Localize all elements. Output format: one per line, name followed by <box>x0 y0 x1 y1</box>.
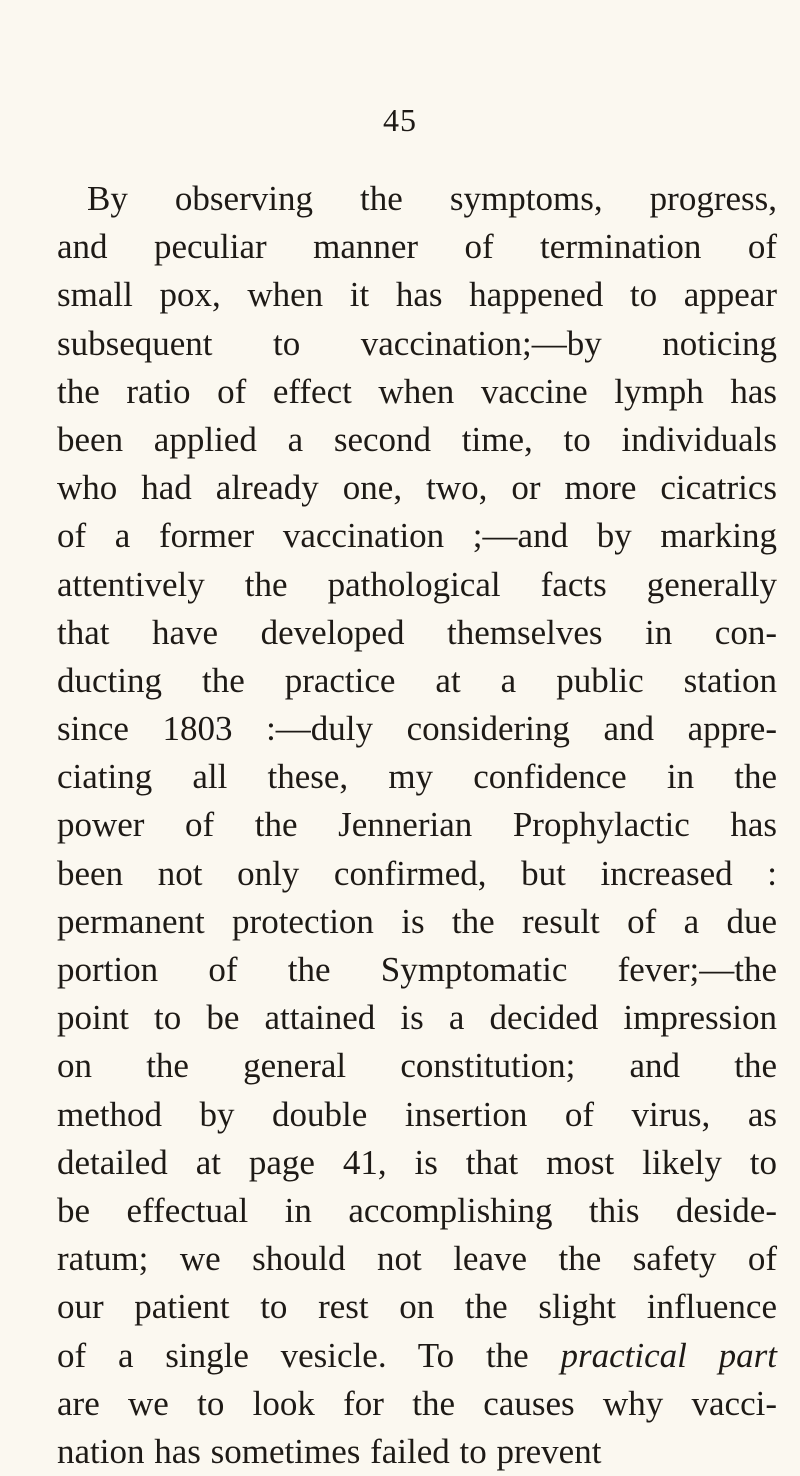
text-line-with-italic <box>57 1332 777 1380</box>
text-line: be effectual in accomplishing this deside- <box>57 1190 777 1230</box>
text-line: are we to look for the causes why vacci- <box>57 1383 777 1423</box>
page-number: 45 <box>383 102 417 138</box>
text-line: ducting the practice at a public station <box>57 660 777 700</box>
text-line: the ratio of effect when vaccine lymph has <box>57 371 777 411</box>
text-line: been not only confirmed, but increased : <box>57 853 777 893</box>
text-line: By observing the symptoms, progress, <box>87 179 777 218</box>
text-line: permanent protection is the result of a due <box>57 901 777 941</box>
text-line: power of the Jennerian Prophylactic has <box>57 805 777 845</box>
text-line: of a former vaccination ;—and by marking <box>57 516 777 556</box>
text-line-start: of a single vesicle. To the <box>57 1335 529 1375</box>
text-line: who had already one, two, or more cicatrics <box>57 468 777 508</box>
text-line: detailed at page 41, is that most likely to <box>57 1142 777 1182</box>
text-line: small pox, when it has happened to appear <box>57 275 777 315</box>
text-line: been applied a second time, to individuals <box>57 419 777 459</box>
text-line: since 1803 :—duly considering and appre- <box>57 709 777 749</box>
body-paragraph <box>57 175 777 1476</box>
text-line: ratum; we should not leave the safety of <box>57 1239 777 1279</box>
text-line: on the general constitution; and the <box>57 1046 777 1086</box>
text-line: nation has sometimes failed to prevent <box>57 1431 602 1471</box>
italic-phrase: practical part <box>560 1335 778 1375</box>
text-line: point to be attained is a decided impression <box>57 998 777 1038</box>
text-line: ciating all these, my confidence in the <box>57 757 777 797</box>
text-line: that have developed themselves in con- <box>57 612 777 652</box>
text-line: portion of the Symptomatic fever;—the <box>57 950 777 989</box>
text-line: method by double insertion of virus, as <box>57 1094 777 1134</box>
text-line: our patient to rest on the slight influence <box>57 1287 777 1327</box>
text-line: and peculiar manner of termination of <box>57 227 777 267</box>
text-line: subsequent to vaccination;—by noticing <box>57 323 777 363</box>
text-line: attentively the pathological facts generally <box>57 564 777 604</box>
